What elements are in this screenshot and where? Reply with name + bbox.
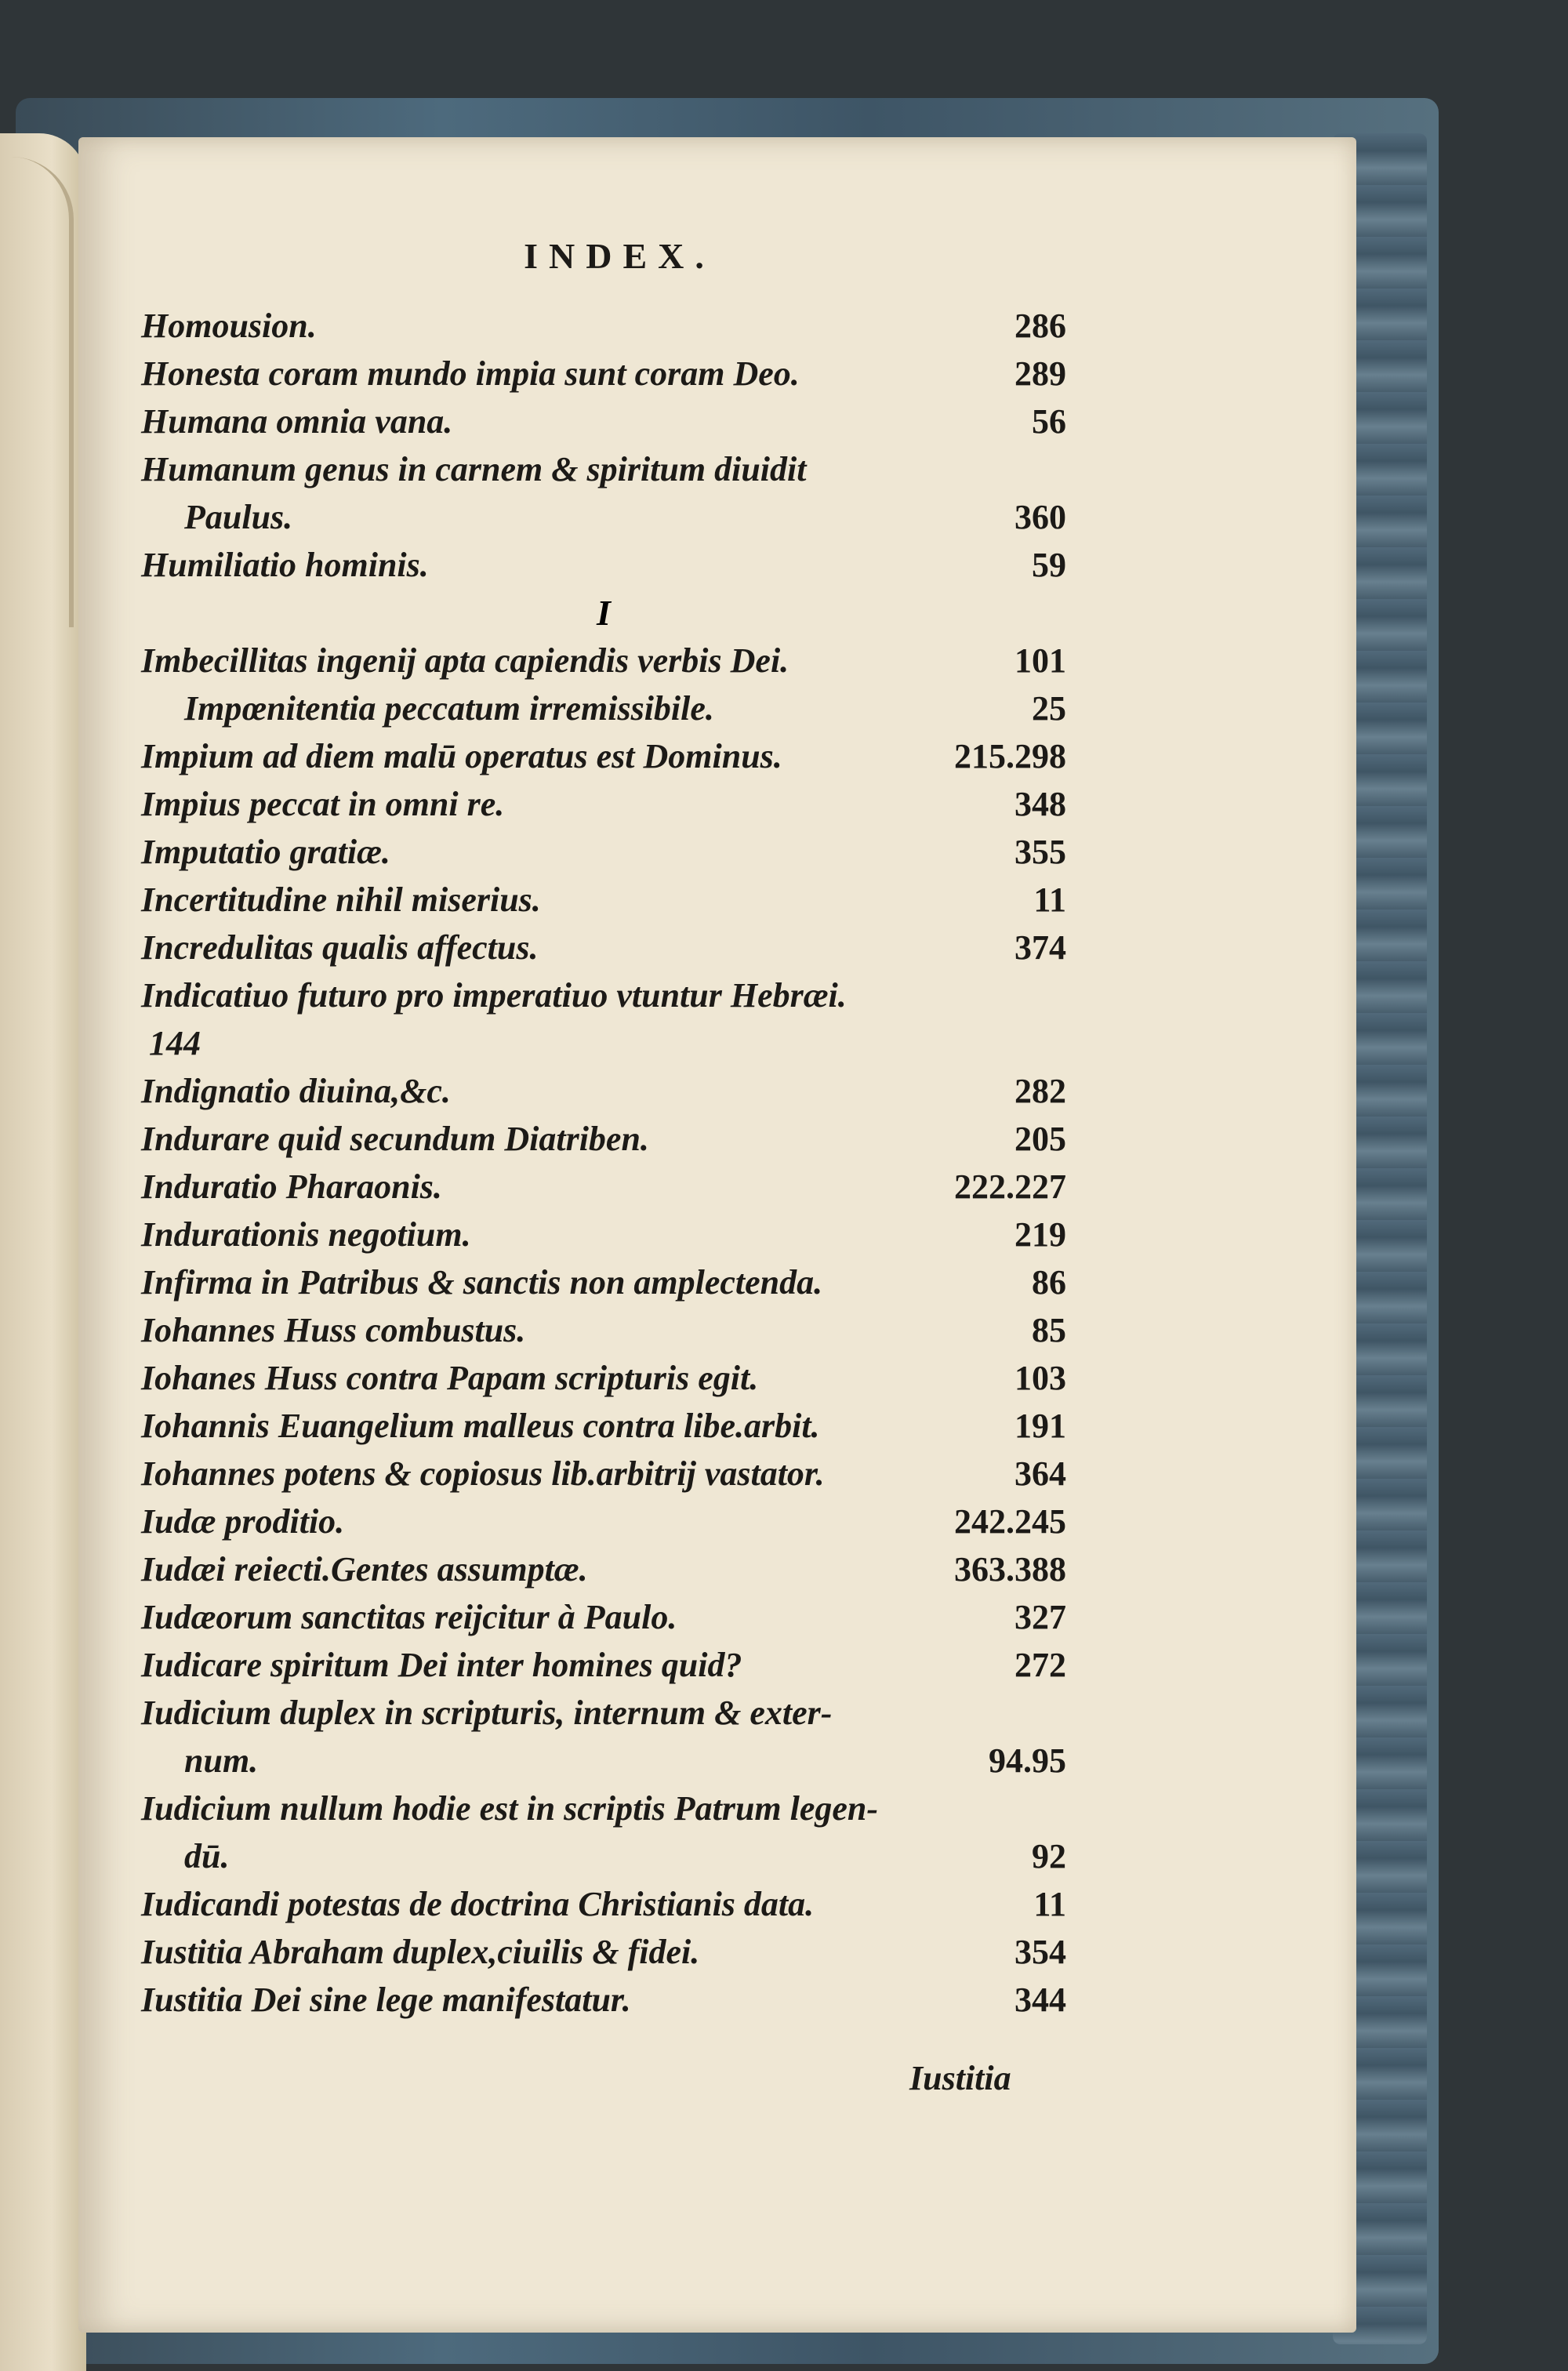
entry-text: Homousion. (141, 307, 317, 345)
entry-text: Iudæorum sanctitas reijcitur à Paulo. (141, 1598, 677, 1636)
index-entry (141, 876, 1066, 924)
entry-page-number: 344 (1014, 1981, 1066, 2019)
entry-text: Infirma in Patribus & sanctis non amplectenda. (141, 1263, 823, 1302)
index-entry (141, 1258, 1066, 1306)
entry-text: Indicatiuo futuro pro imperatiuo vtuntur Hebræi. (141, 976, 847, 1015)
entry-page-number: 272 (1014, 1646, 1066, 1684)
index-entry (141, 1641, 1066, 1689)
entry-text: Impium ad diem malū operatus est Dominus. (141, 737, 782, 775)
entry-page-number: 59 (1032, 546, 1066, 584)
page-header: INDEX. (524, 236, 715, 276)
entry-text: Imbecillitas ingenij apta capiendis verbis Dei. (141, 641, 789, 680)
entry-text: Iohannes potens & copiosus lib.arbitrij vastator. (141, 1454, 825, 1493)
entry-text: Iustitia Abraham duplex,ciuilis & fidei. (141, 1933, 700, 1971)
index-entries (141, 302, 1066, 2024)
index-entry (141, 1450, 1066, 1498)
entry-page-number: 205 (1014, 1120, 1066, 1158)
entry-page-number: 289 (1014, 354, 1066, 393)
entry-text: Impœnitentia peccatum irremissibile. (184, 689, 714, 728)
entry-text: Iudicare spiritum Dei inter homines quid? (141, 1646, 742, 1684)
entry-page-number: 92 (1032, 1837, 1066, 1875)
entry-text: Humana omnia vana. (141, 402, 453, 441)
index-entry (141, 1545, 1066, 1593)
index-entry (141, 1067, 1066, 1115)
entry-text: Iudicium nullum hodie est in scriptis Patrum legen- (141, 1789, 879, 1828)
index-entry (141, 637, 1066, 684)
entry-text: Iohanes Huss contra Papam scripturis egit. (141, 1359, 759, 1397)
entry-text: Indurationis negotium. (141, 1215, 471, 1254)
index-entry (141, 1737, 1066, 1785)
index-entry (141, 302, 1066, 350)
entry-page-number: 364 (1014, 1454, 1066, 1493)
entry-text: Iudæi reiecti.Gentes assumptæ. (141, 1550, 588, 1589)
entry-text: Incredulitas qualis affectus. (141, 928, 539, 967)
index-entry (141, 1928, 1066, 1976)
entry-text: Induratio Pharaonis. (141, 1167, 442, 1206)
index-entry (141, 1115, 1066, 1163)
index-entry (141, 350, 1066, 398)
index-entry (141, 1211, 1066, 1258)
entry-text: Incertitudine nihil miserius. (141, 881, 541, 919)
index-entry (141, 445, 1066, 493)
index-entry (141, 1306, 1066, 1354)
entry-page-number: 86 (1032, 1263, 1066, 1302)
entry-page-number: 355 (1014, 833, 1066, 871)
entry-page-number: 222.227 (954, 1167, 1066, 1206)
entry-text: Iohannes Huss combustus. (141, 1311, 526, 1349)
entry-text: Humanum genus in carnem & spiritum diuidit (141, 450, 807, 488)
entry-page-number: 286 (1014, 307, 1066, 345)
entry-text: 144 (149, 1024, 201, 1062)
entry-text: Indurare quid secundum Diatriben. (141, 1120, 649, 1158)
index-entry (141, 1832, 1066, 1880)
entry-text: num. (184, 1741, 259, 1780)
entry-text: Humiliatio hominis. (141, 546, 429, 584)
index-entry (141, 924, 1066, 971)
entry-page-number: 327 (1014, 1598, 1066, 1636)
entry-page-number: 85 (1032, 1311, 1066, 1349)
index-entry (141, 398, 1066, 445)
entry-page-number: 360 (1014, 498, 1066, 536)
section-letter: I (597, 593, 611, 633)
index-entry (141, 1785, 1066, 1832)
entry-page-number: 101 (1014, 641, 1066, 680)
entry-text: Honesta coram mundo impia sunt coram Deo. (141, 354, 800, 393)
index-entry (141, 971, 1066, 1019)
entry-page-number: 56 (1032, 402, 1066, 441)
catchword: Iustitia (909, 2059, 1011, 2097)
index-entry (141, 1976, 1066, 2024)
entry-page-number: 219 (1014, 1215, 1066, 1254)
entry-text: Iudicandi potestas de doctrina Christianis data. (141, 1885, 815, 1923)
entry-page-number: 191 (1014, 1407, 1066, 1445)
entry-text: Iustitia Dei sine lege manifestatur. (141, 1981, 631, 2019)
left-page-curl (0, 157, 74, 627)
entry-text: Iudicium duplex in scripturis, internum & exter- (141, 1694, 833, 1732)
entry-page-number: 215.298 (954, 737, 1066, 775)
index-entry (141, 780, 1066, 828)
index-entry (141, 1163, 1066, 1211)
index-entry (141, 1019, 1066, 1067)
entry-text: Paulus. (184, 498, 293, 536)
entry-text: Indignatio diuina,&c. (141, 1072, 451, 1110)
entry-text: Iohannis Euangelium malleus contra libe.arbit. (141, 1407, 820, 1445)
index-entry (141, 684, 1066, 732)
index-entry (141, 1498, 1066, 1545)
index-entry (141, 828, 1066, 876)
entry-text: Impius peccat in omni re. (141, 785, 505, 823)
entry-text: dū. (184, 1837, 230, 1875)
index-entry (141, 1402, 1066, 1450)
entry-text: Imputatio gratiæ. (141, 833, 390, 871)
entry-page-number: 282 (1014, 1072, 1066, 1110)
entry-page-number: 94.95 (989, 1741, 1066, 1780)
entry-page-number: 11 (1033, 1885, 1066, 1923)
entry-page-number: 25 (1032, 689, 1066, 728)
index-entry (141, 1354, 1066, 1402)
index-entry (141, 1689, 1066, 1737)
index-entry (141, 1593, 1066, 1641)
entry-page-number: 363.388 (954, 1550, 1066, 1589)
index-entry (141, 1880, 1066, 1928)
entry-page-number: 374 (1014, 928, 1066, 967)
index-entry (141, 541, 1066, 589)
entry-page-number: 348 (1014, 785, 1066, 823)
entry-text: Iudæ proditio. (141, 1502, 345, 1541)
entry-page-number: 242.245 (954, 1502, 1066, 1541)
entry-page-number: 11 (1033, 881, 1066, 919)
index-entry (141, 732, 1066, 780)
entry-page-number: 103 (1014, 1359, 1066, 1397)
entry-page-number: 354 (1014, 1933, 1066, 1971)
index-entry (141, 493, 1066, 541)
